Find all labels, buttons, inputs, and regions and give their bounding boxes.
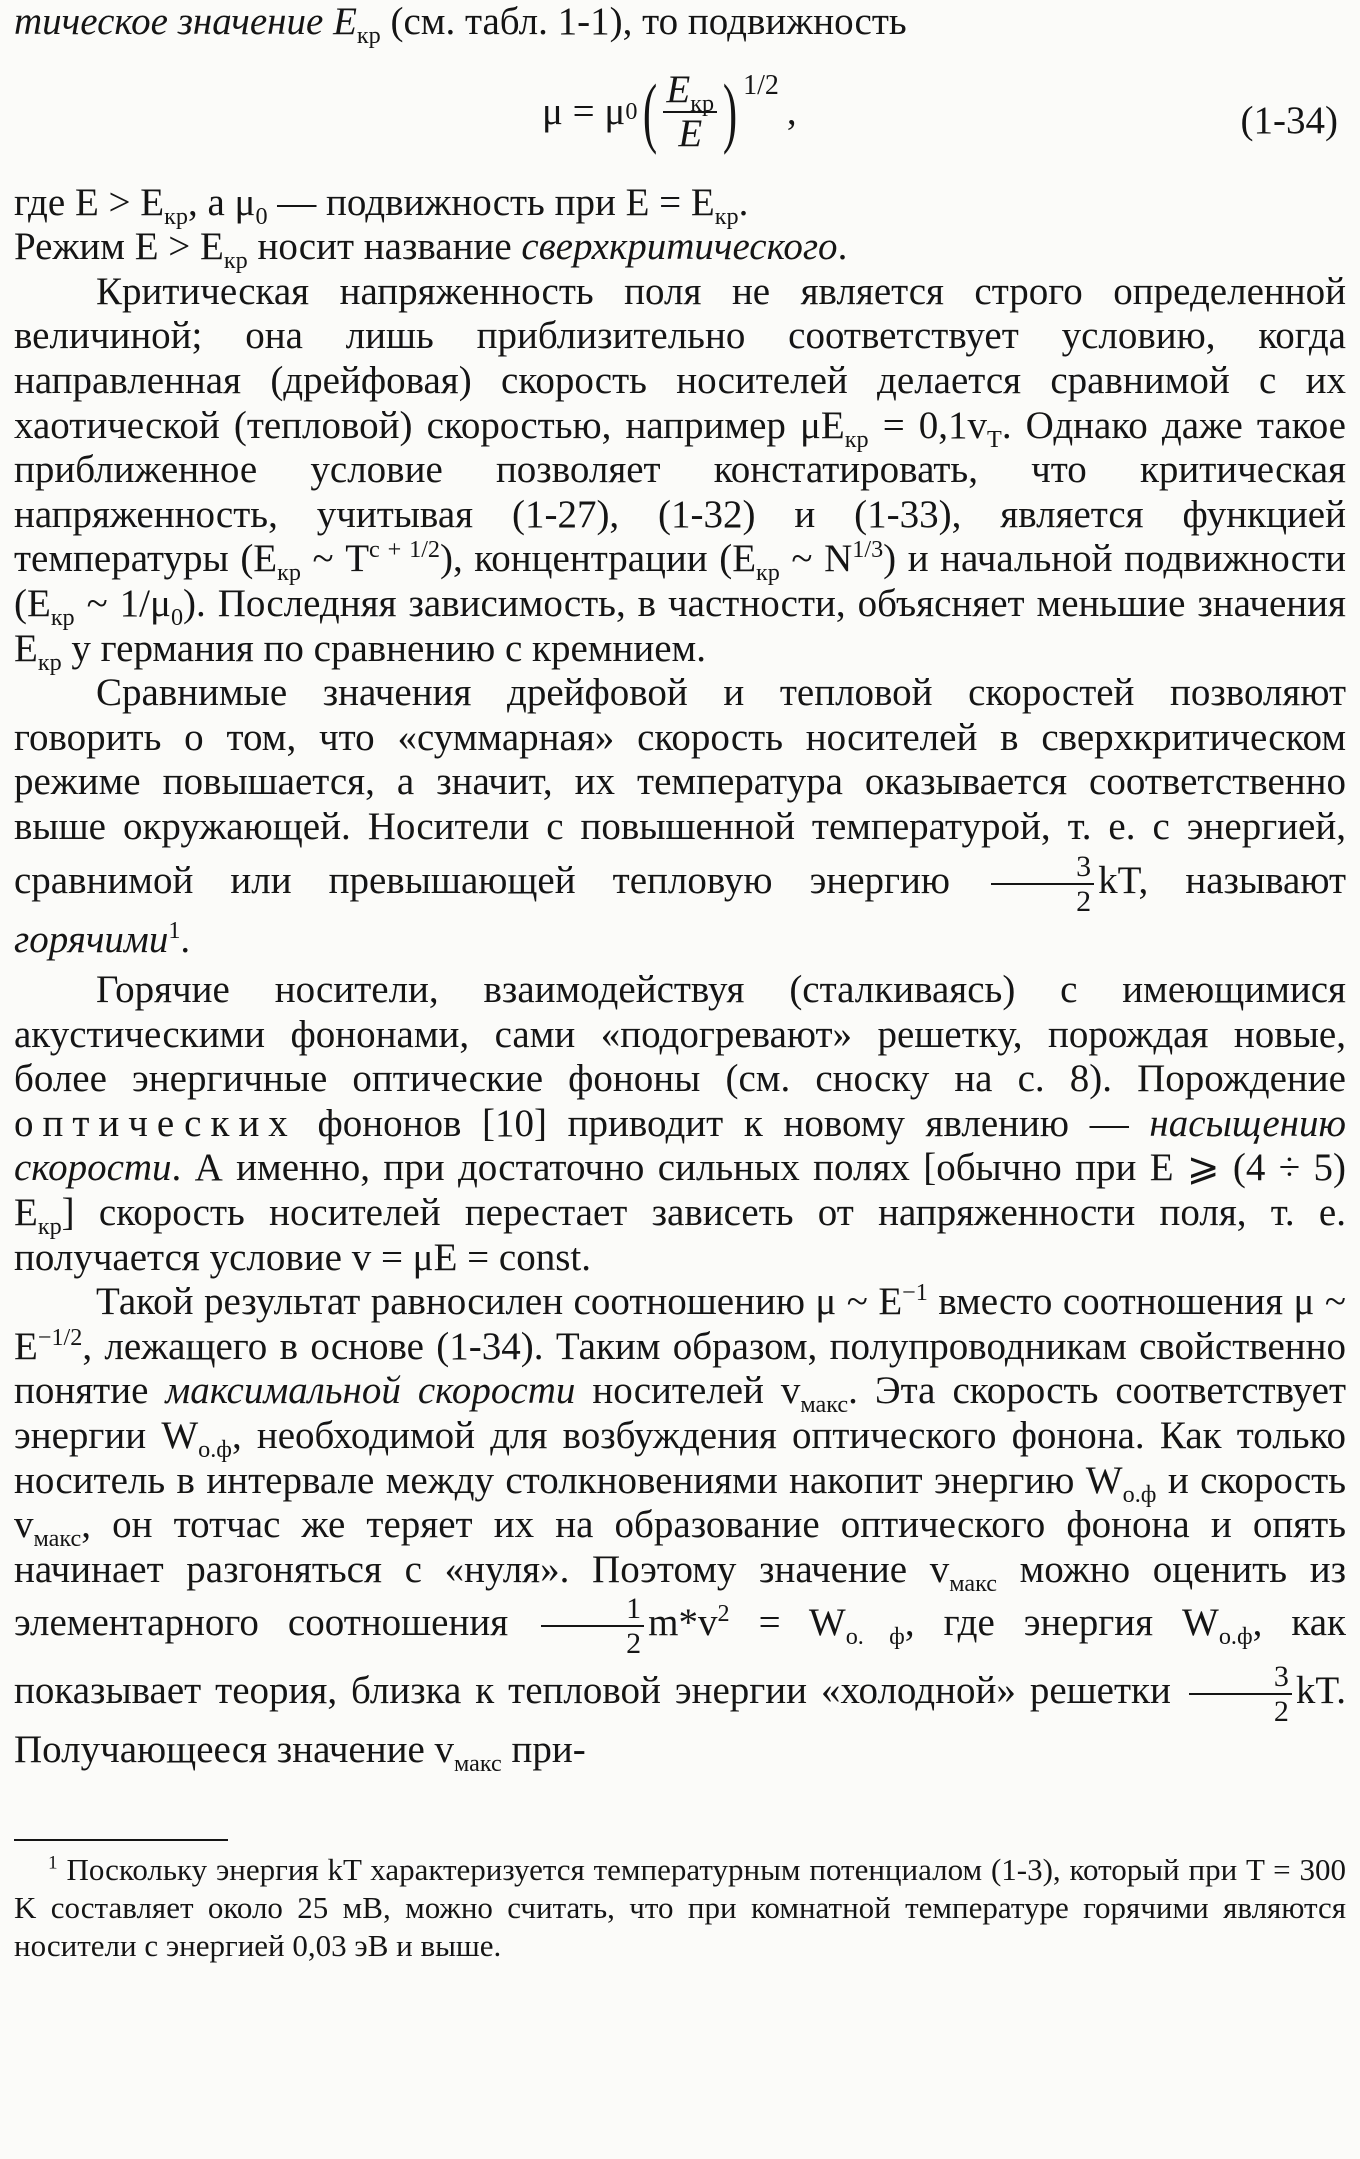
fraction-denominator: 2: [626, 1627, 642, 1661]
footnote-text: Поскольку энергия kT характеризуется температурным потенциалом (1-3), который при T = 300 K составляет около 25 мВ, можно считать, что при комнатной температуре горячими являются носители с энергией 0,03 эВ и выше.: [14, 1852, 1346, 1963]
fraction-numerator: 3: [1189, 1660, 1292, 1695]
fraction-denominator: E: [678, 112, 703, 156]
superscript: 2: [717, 1600, 730, 1628]
text: m*v: [648, 1601, 718, 1645]
subscript: макс: [33, 1525, 82, 1553]
fraction-denominator: 2: [1076, 884, 1092, 918]
formula-lhs: μ = μ: [542, 90, 626, 134]
text: , где энергия W: [904, 1601, 1219, 1645]
formula-number: (1-34): [1240, 98, 1338, 142]
text: ~ 1/μ: [74, 581, 171, 625]
text: , как показывает теория, близка к тепловой энергии «холодной» решетки: [14, 1601, 1346, 1713]
text: Такой результат равносилен соотношению μ ~ E: [96, 1280, 903, 1324]
text: вместо соотношения μ ~ E: [14, 1280, 1346, 1368]
italic-term: сверхкритического: [521, 225, 838, 269]
italic-text: тическое значение: [14, 0, 324, 43]
subscript: о.ф: [1122, 1480, 1157, 1508]
paragraph-max-velocity: [14, 1279, 1347, 1778]
text: .: [738, 180, 749, 224]
text: можно оценить из элементарного соотношения: [14, 1547, 1346, 1645]
text: носит название: [247, 225, 522, 269]
formula-fraction: [663, 69, 717, 157]
fraction-denominator: 2: [1273, 1695, 1289, 1729]
left-paren: (: [643, 68, 658, 156]
subscript: о. ф: [845, 1623, 905, 1651]
superscript: 1/3: [852, 536, 884, 564]
subscript: 0: [170, 603, 184, 631]
text: ). Последняя зависимость, в частности, объясняет меньшие значения E: [14, 581, 1346, 670]
right-paren: ): [722, 68, 738, 156]
paragraph-where: [14, 180, 1346, 274]
paragraph-hot-carriers: [14, 671, 1346, 962]
text: = W: [729, 1601, 846, 1645]
text: ~ T: [300, 537, 370, 581]
text: kT. Получающееся значение v: [14, 1669, 1347, 1772]
subscript: кр: [37, 1212, 62, 1240]
footnote-ref: 1: [168, 916, 181, 944]
fraction-numerator: E: [666, 67, 691, 111]
text: где E > E: [14, 180, 165, 224]
subscript: 0: [255, 202, 268, 230]
subscript: кр: [50, 603, 75, 631]
text: при-: [501, 1728, 586, 1772]
subscript: кр: [356, 21, 381, 49]
subscript: о.ф: [198, 1435, 232, 1463]
subscript: кр: [277, 559, 301, 587]
subscript: кр: [714, 202, 739, 230]
spaced-term: оптических: [14, 1101, 297, 1145]
numerator-sub: кр: [690, 89, 715, 117]
text: . А именно, при достаточно сильных полях [обычно при E ⩾ (4 ÷ 5) E: [14, 1146, 1346, 1235]
text: , он тотчас же теряет их на образование оптического фонона и опять начинает разгоняться с «нуля». Поэтому значение v: [14, 1503, 1346, 1591]
subscript: кр: [223, 246, 248, 274]
text: . Однако даже такое приближенное условие позволяет констатировать, что критическая напряженность, учитывая (1-27), (1-32) и (1-33), является функцией температуры (E: [14, 403, 1346, 581]
text: Критическая напряженность поля не является строго определенной величиной; она лишь приблизительно соответствует условию, когда направленная (дрейфовая) скорость носителей делается сравнимой с их хаотической (тепловой) скоростью, например μE: [14, 269, 1346, 447]
superscript: −1/2: [37, 1323, 83, 1351]
text: и скорость v: [14, 1458, 1346, 1547]
text: kT, называют: [1098, 858, 1347, 902]
subscript: кр: [756, 559, 780, 587]
paragraph-critical-field: [14, 269, 1346, 676]
paragraph-saturation: [14, 968, 1346, 1280]
paragraph-continuation: тическое значение $E_{кр}$ (см. табл. 1-1), то подвижность: [14, 0, 907, 49]
text: = 0,1v: [868, 403, 988, 447]
text: , необходимой для возбуждения оптического фонона. Как только носитель в интервале между столкновениями накопит энергию W: [14, 1414, 1347, 1502]
subscript: макс: [454, 1750, 502, 1778]
text: , а μ: [187, 180, 256, 224]
footnote-mark: 1: [48, 1852, 58, 1874]
subscript: о.ф: [1218, 1623, 1253, 1651]
text: ] скорость носителей перестает зависеть от напряженности поля, т. е. получается условие v = μE = const.: [14, 1191, 1346, 1279]
subscript: T: [987, 425, 1002, 453]
formula-comma: ,: [786, 90, 797, 134]
text: . Эта скорость соответствует энергии W: [14, 1369, 1346, 1458]
italic-term: насыщению скорости: [14, 1101, 1346, 1190]
text: ) и начальной подвижности (E: [14, 537, 1346, 625]
text: (см. табл. 1-1), то подвижность: [390, 0, 907, 43]
text: ~ N: [779, 537, 853, 581]
subscript: макс: [949, 1569, 997, 1597]
text: , лежащего в основе (1-34). Таким образом, полупроводникам свойственно понятие: [14, 1324, 1346, 1413]
fraction-numerator: 1: [541, 1592, 644, 1627]
text: Сравнимые значения дрейфовой и тепловой скоростей позволяют говорить о том, что «суммарная» скорость носителей в сверхкритическом режиме повышается, а значит, их температура оказывается соответственно выше окружающей. Носители с повышенной температурой, т. е. с энергией, сравнимой или превышающей тепловую энергию: [14, 671, 1346, 902]
text: фононов [10] приводит к новому явлению —: [296, 1101, 1150, 1145]
subscript: кр: [164, 202, 188, 230]
footnote: [14, 1851, 1346, 1965]
fraction-three-halves: [1189, 1660, 1292, 1728]
subscript: кр: [37, 648, 62, 676]
fraction-one-half: [541, 1592, 644, 1660]
text: — подвижность при E = E: [267, 180, 715, 224]
text: ), концентрации (E: [440, 537, 757, 581]
fraction-three-halves: [991, 850, 1094, 918]
text: у германия по сравнению с кремнием.: [61, 626, 706, 670]
text: Горячие носители, взаимодействуя (сталкиваясь) с имеющимися акустическими фононами, сами «подогревают» решетку, порождая новые, более энергичные оптические фононы (см. сноску на с. 8). Порождение: [14, 968, 1346, 1101]
italic-term: максимальной скорости: [165, 1369, 576, 1413]
superscript: c + 1/2: [369, 536, 440, 564]
footnote-divider: [14, 1839, 228, 1841]
formula-expression: μ = μ 0 ( $E_{кр}$ E ) $^{1/2}$ ,: [542, 67, 797, 156]
italic-term: горячими: [14, 917, 169, 961]
fraction-numerator: 3: [991, 850, 1094, 885]
text: носителей v: [575, 1369, 801, 1413]
text: Режим E > E: [14, 225, 224, 269]
subscript: макс: [800, 1391, 849, 1419]
text: .: [180, 917, 191, 961]
superscript: −1: [902, 1279, 928, 1307]
text: .: [837, 225, 848, 269]
formula-1-34: [14, 49, 1346, 177]
subscript: кр: [844, 425, 869, 453]
